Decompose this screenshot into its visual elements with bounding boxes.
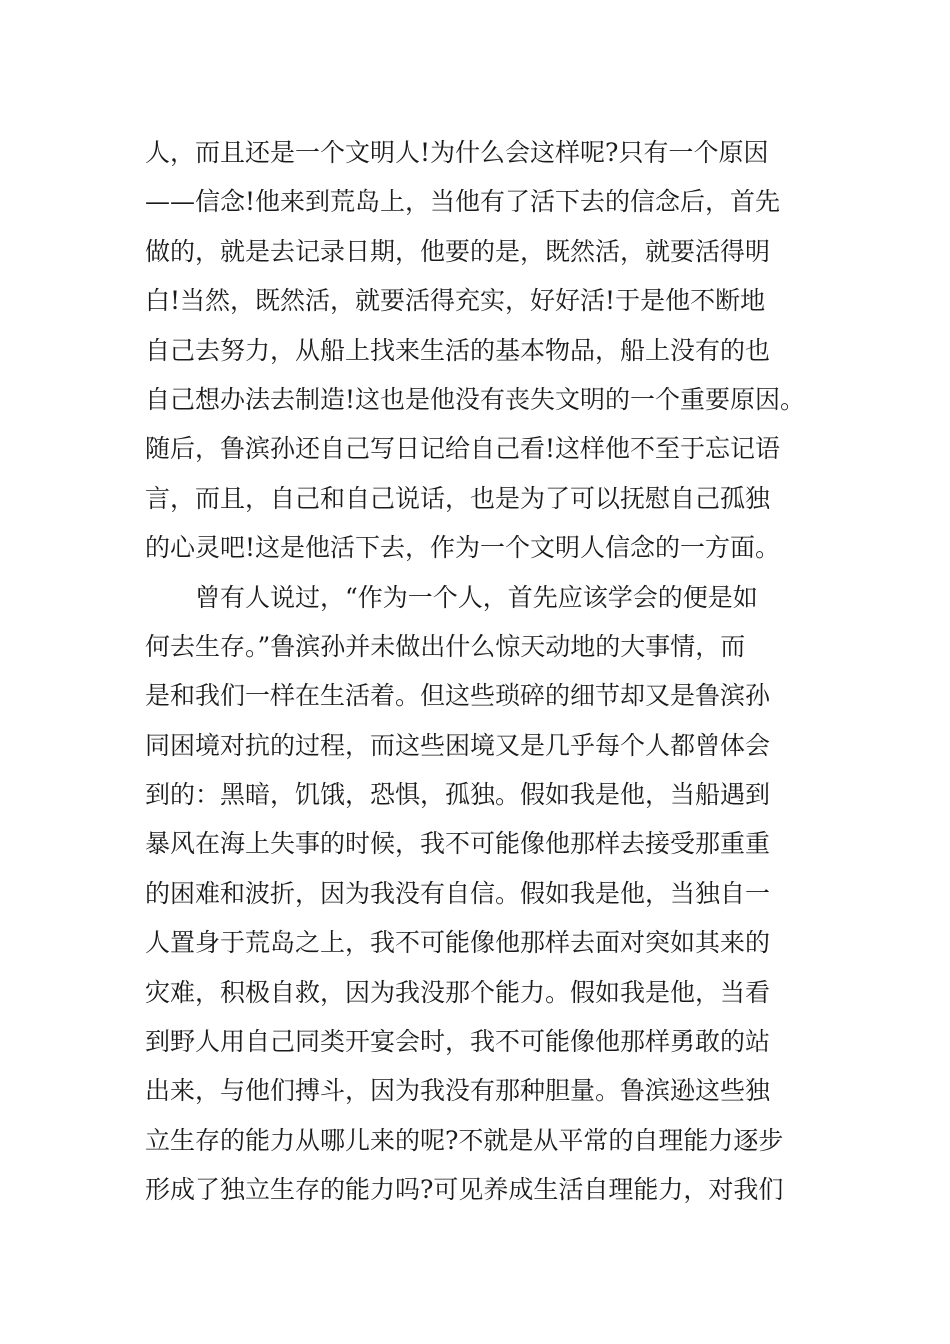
document-body bbox=[145, 128, 825, 1215]
text-line: 出来，与他们搏斗，因为我没有那种胆量。鲁滨逊这些独 bbox=[145, 1076, 771, 1106]
text-line: ——信念!他来到荒岛上，当他有了活下去的信念后，首先 bbox=[145, 187, 781, 217]
text-line: 是和我们一样在生活着。但这些琐碎的细节却又是鲁滨孙 bbox=[145, 681, 771, 711]
text-line: 言，而且，自己和自己说话，也是为了可以抚慰自己孤独 bbox=[145, 483, 771, 513]
text-line: 自己想办法去制造!这也是他没有丧失文明的一个重要原因。 bbox=[145, 384, 806, 414]
text-line: 到野人用自己同类开宴会时，我不可能像他那样勇敢的站 bbox=[145, 1027, 771, 1057]
text-line: 白!当然，既然活，就要活得充实，好好活!于是他不断地 bbox=[145, 286, 766, 316]
paragraph-1 bbox=[145, 128, 825, 573]
text-line: 曾有人说过，“作为一个人，首先应该学会的便是如 bbox=[195, 582, 758, 612]
text-line: 到的：黑暗，饥饿，恐惧，孤独。假如我是他，当船遇到 bbox=[145, 780, 771, 810]
text-line: 人置身于荒岛之上，我不可能像他那样去面对突如其来的 bbox=[145, 928, 771, 958]
text-line: 形成了独立生存的能力吗?可见养成生活自理能力，对我们 bbox=[145, 1175, 784, 1205]
text-line: 立生存的能力从哪儿来的呢?不就是从平常的自理能力逐步 bbox=[145, 1125, 784, 1155]
text-line: 做的，就是去记录日期，他要的是，既然活，就要活得明 bbox=[145, 236, 771, 266]
text-line: 灾难，积极自救，因为我没那个能力。假如我是他，当看 bbox=[145, 977, 771, 1007]
text-line: 自己去努力，从船上找来生活的基本物品，船上没有的也 bbox=[145, 335, 771, 365]
paragraph-2 bbox=[145, 573, 825, 1215]
text-line: 随后，鲁滨孙还自己写日记给自己看!这样他不至于忘记语 bbox=[145, 434, 781, 464]
text-line: 何去生存。”鲁滨孙并未做出什么惊天动地的大事情，而 bbox=[145, 631, 746, 661]
text-line: 的心灵吧!这是他活下去，作为一个文明人信念的一方面。 bbox=[145, 533, 781, 563]
text-line: 的困难和波折，因为我没有自信。假如我是他，当独自一 bbox=[145, 878, 771, 908]
text-line: 暴风在海上失事的时候，我不可能像他那样去接受那重重 bbox=[145, 829, 771, 859]
text-line: 同困境对抗的过程，而这些困境又是几乎每个人都曾体会 bbox=[145, 730, 771, 760]
text-line: 人，而且还是一个文明人!为什么会这样呢?只有一个原因 bbox=[145, 138, 769, 167]
